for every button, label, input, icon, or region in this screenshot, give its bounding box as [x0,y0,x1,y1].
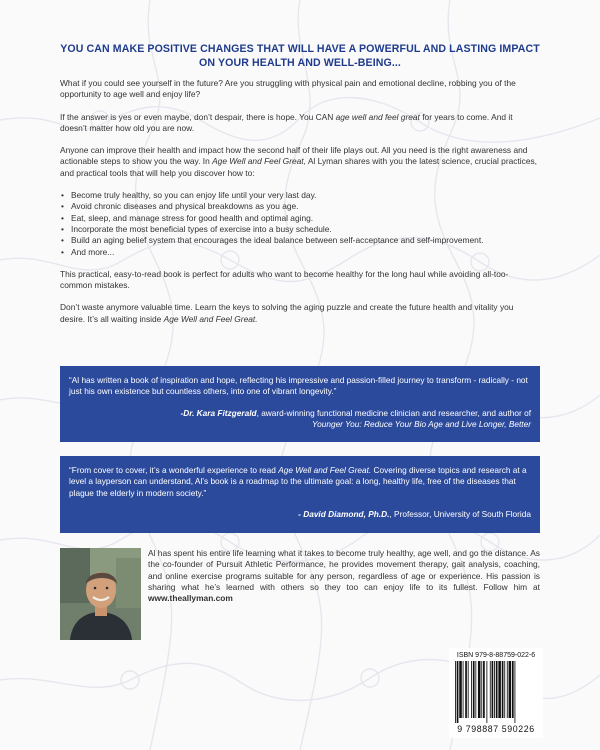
testimonial-text-end: Covering diverse topics and research at a level a layperson can understand, Al’s book is a roadmap to the ultimate goal: a long, healthy life, free of the diseases that plague the elderly in modern society.” [69,465,527,498]
author-portrait-icon [60,548,141,640]
testimonial-text: “Al has written a book of inspiration and hope, reflecting his impressive and passion-filled journey to transform - radically - not just his own existence but countless others, into one of vibrant longevity.” [69,375,528,397]
benefit-item: • Incorporate the most beneficial types of exercise into a busy schedule. [71,224,540,235]
barcode-bar [478,661,481,718]
author-bio [148,548,540,604]
benefit-item: • Become truly healthy, so you can enjoy life until your very last day. [71,190,540,201]
testimonial-fitzgerald [60,366,540,442]
barcode-bar [473,661,475,718]
barcode-bar [471,661,472,718]
barcode-bar [507,661,508,718]
barcode-bar [496,661,498,718]
barcode-bar [465,661,467,718]
testimonial-attribution [69,509,531,520]
testimonial-author: -Dr. Kara Fitzgerald [180,407,257,418]
barcode-bar [512,661,514,718]
barcode-bar [498,661,501,718]
isbn-number: ISBN 979-8-88759-022-6 [456,652,536,659]
barcode-bar [468,661,469,718]
testimonial-diamond [60,456,540,533]
book-title-emphasis: Age Well and Feel Great. [278,465,372,475]
closing-paragraph-1: This practical, easy-to-read book is perfect for adults who want to become healthy for the long haul while avoiding all-too-common mistakes. [60,268,509,291]
benefit-item: • Avoid chronic diseases and physical breakdowns as you age. [71,201,540,212]
barcode-bar [455,661,456,723]
author-bio-text: Al has spent his entire life learning what it takes to become truly healthy, age well, and go the distance. As the co-founder of Pursuit Athletic Performance, he provides movement therapy, gait analysis, coaching, and online exercise programs suitable for any person, regardless of age or experience. His passion is sharing what he’s learned with others so they too can enjoy life to its fullest. Follow him at [148,548,540,592]
description [60,78,540,336]
barcode-bar [459,661,462,718]
author-photo [60,548,141,640]
book-title-emphasis: Age Well and Feel Great, [212,156,306,167]
barcode-bar [475,661,476,718]
closing-p2-text: Don’t waste anymore valuable time. Learn the keys to solving the aging puzzle and create the future health and vitality you desire. It’s all waiting inside [60,302,514,324]
intro-p3-text-end: Al Lyman shares with you the latest science, crucial practices, and practical tools that will help you discover how to: [60,156,538,178]
intro-paragraph-3 [60,145,540,179]
closing-paragraph-2 [60,302,540,325]
barcode-bar [490,661,491,718]
isbn-barcode-box [449,648,543,738]
intro-paragraph-2 [60,112,540,135]
barcode-bar [481,661,482,718]
barcode-bar [494,661,495,718]
barcode-bar [515,661,516,723]
barcode-bar [509,661,512,718]
benefit-item: • Build an aging belief system that encourages the ideal balance between self-acceptance and self-improvement. [71,235,540,246]
benefit-list [60,190,540,258]
intro-paragraph-1: What if you could see yourself in the future? Are you struggling with physical pain and emotional decline, robbing you of the opportunity to age well and enjoy life? [60,78,516,100]
testimonial-text-start: “From cover to cover, it’s a wonderful experience to read [69,465,279,475]
barcode-bar [492,661,494,718]
barcode-bar [502,661,504,718]
testimonial-attribution [69,408,531,431]
barcode-bar [457,661,459,723]
barcode-bar [483,661,485,718]
benefit-item: • Eat, sleep, and manage stress for good health and optimal aging. [71,213,540,224]
barcode-bar [486,661,487,723]
barcode-bar [504,661,505,718]
testimonial-credit: , award-winning functional medicine clinician and researcher, and author of [256,407,531,418]
barcode-digits: 9 798887 590226 [457,724,535,734]
benefit-item: • And more... [71,247,540,258]
intro-p2-text-end: for years to come. And it doesn’t matter how old you are now. [60,111,513,133]
intro-p2-emphasis: age well and feel great [335,111,420,122]
barcode-bar [463,661,464,718]
book-title-emphasis: Age Well and Feel Great. [163,313,258,324]
testimonial-author: - David Diamond, Ph.D. [298,509,390,520]
intro-p3-text: Anyone can improve their health and impact how the second half of their life plays out. All you need is the right awareness and actionable steps to show you the way. In [60,145,528,167]
testimonial-book: Younger You: Reduce Your Bio Age and Live Longer, Better [312,419,531,430]
barcode-icon [452,661,540,723]
testimonial-credit: , Professor, University of South Florida [389,509,531,520]
testimonial-text [69,465,531,499]
author-website-link[interactable]: www.theallyman.com [148,593,233,604]
headline: YOU CAN MAKE POSITIVE CHANGES THAT WILL HAVE A POWERFUL AND LASTING IMPACT ON YOUR HEALTH AND WELL-BEING... [60,43,540,69]
intro-p2-text: If the answer is yes or even maybe, don’t despair, there is hope. You CAN [60,111,336,122]
